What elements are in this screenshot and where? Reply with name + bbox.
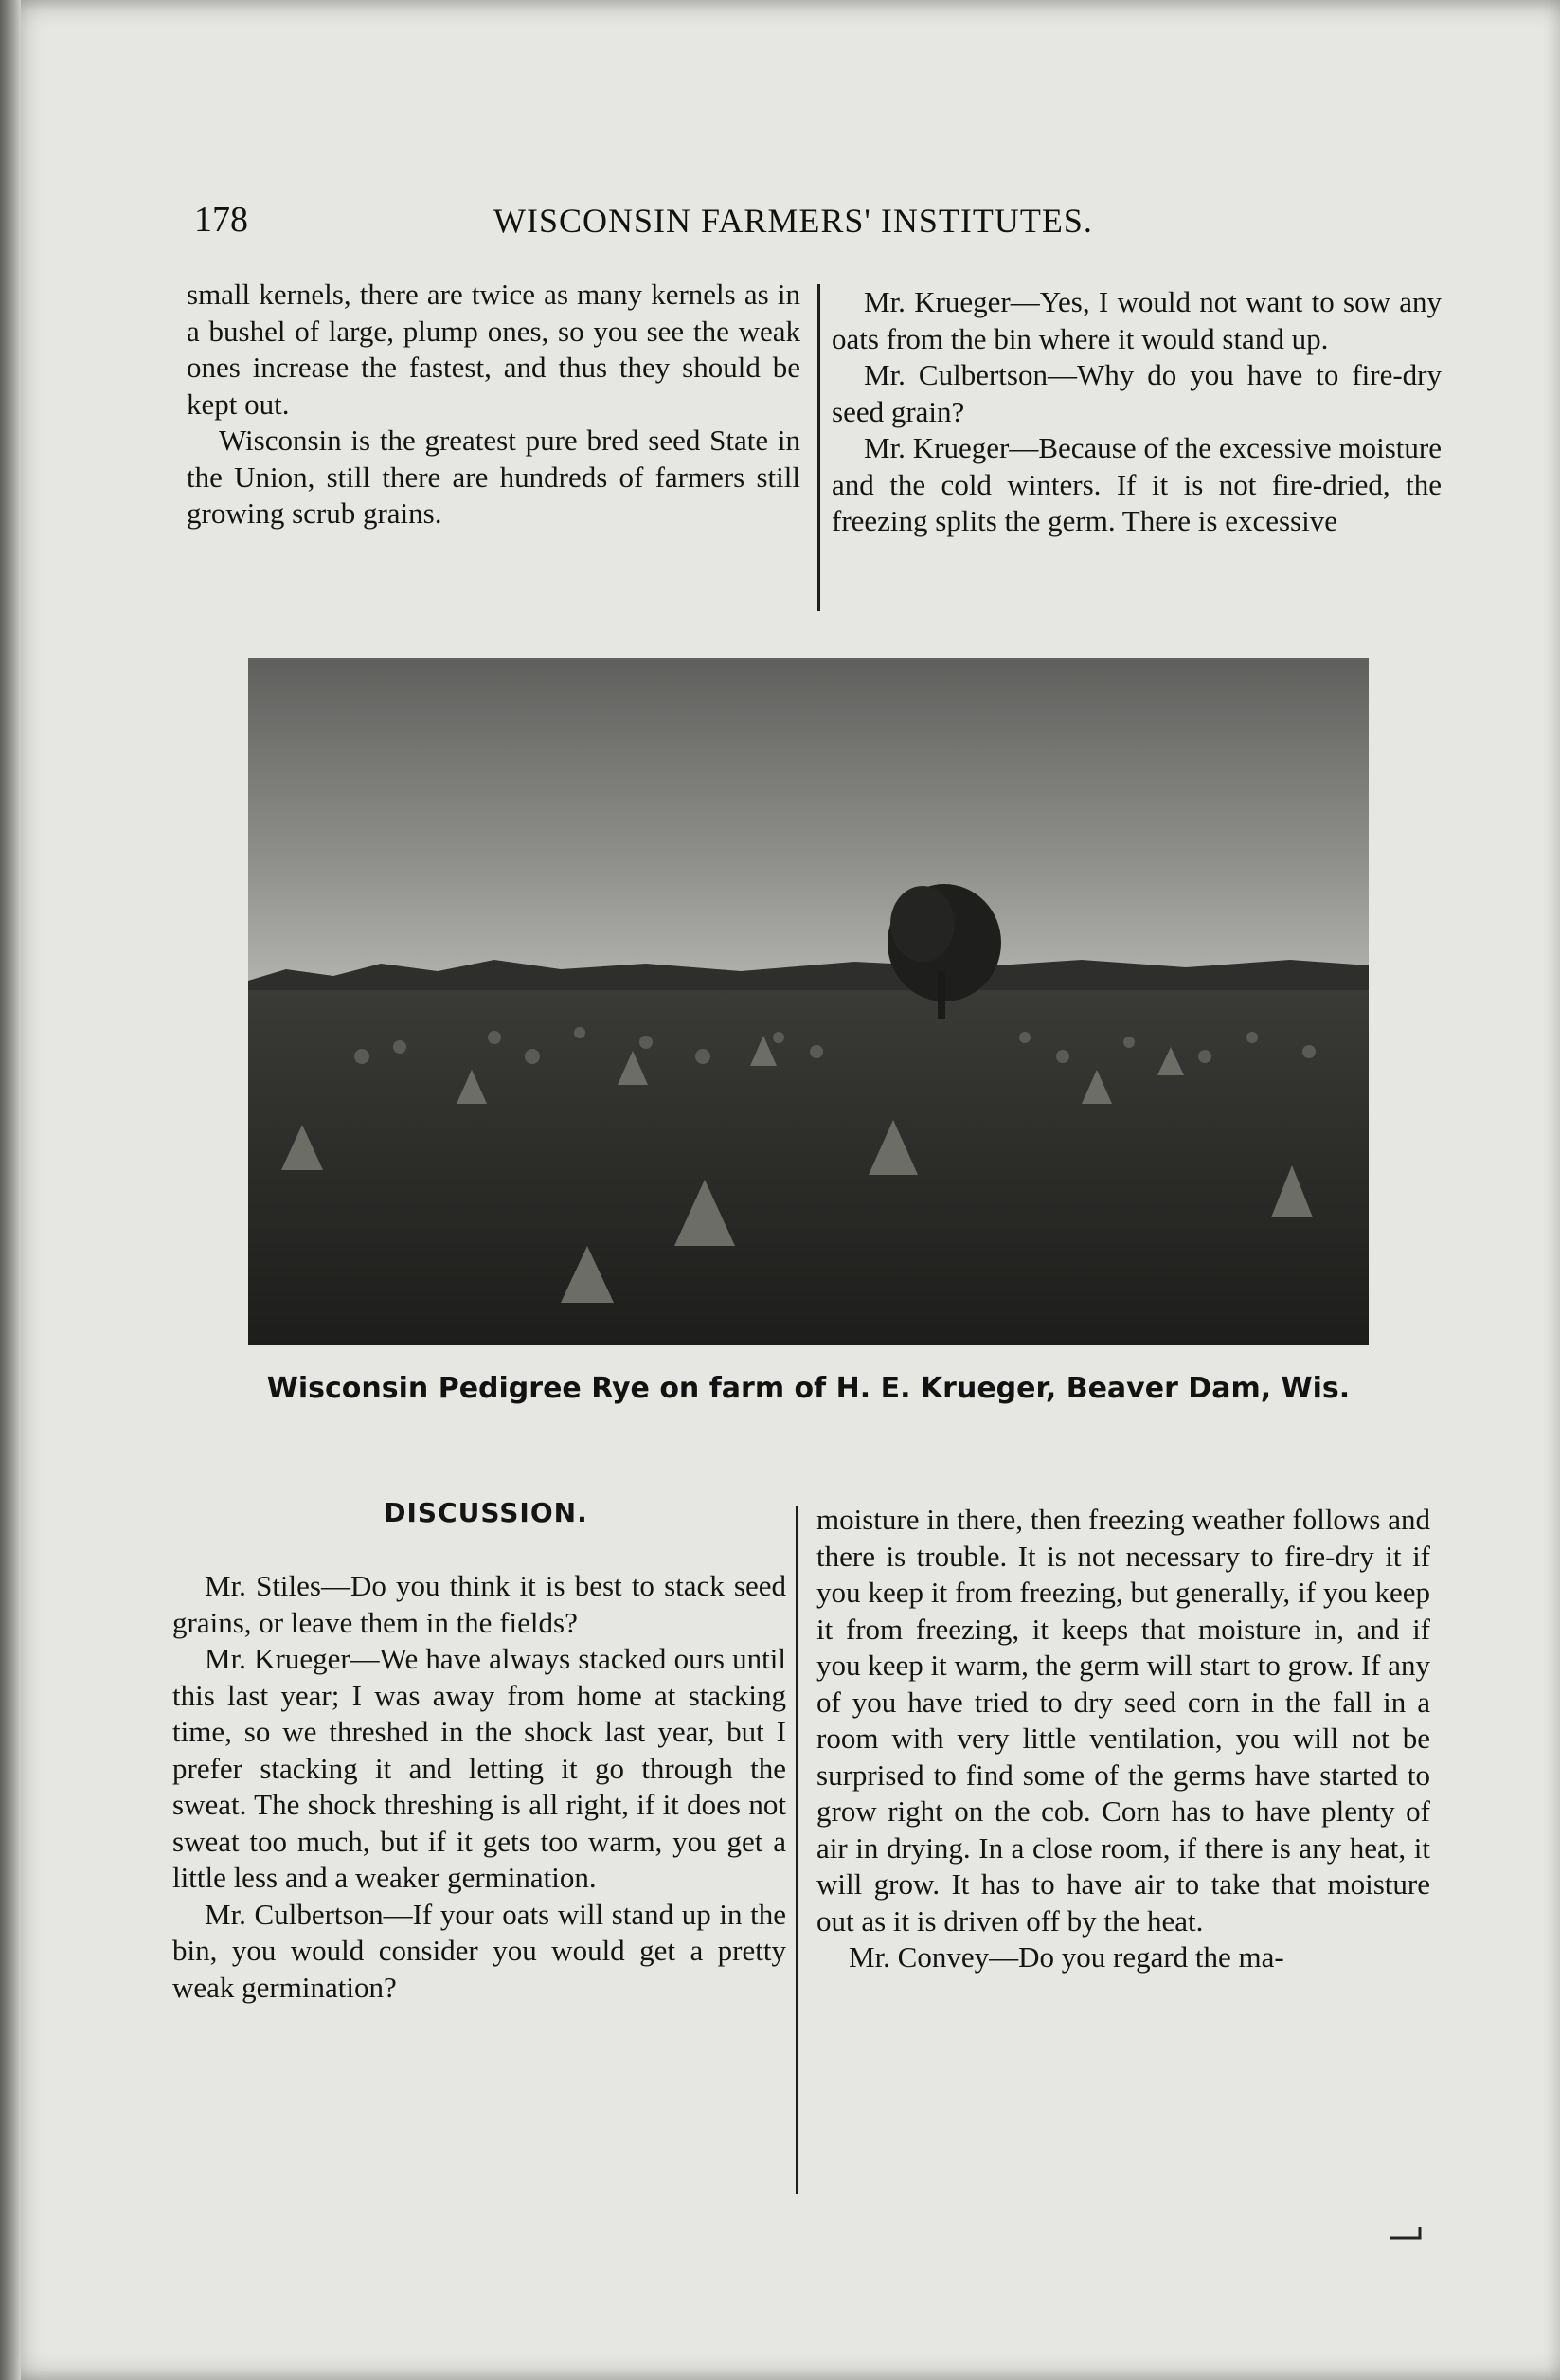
paragraph: Mr. Culbertson—If your oats will stand up in the bin, you would consider you would get a pretty weak germination? <box>172 1897 786 2004</box>
column-divider <box>796 1506 798 2194</box>
page-number: 178 <box>194 200 248 240</box>
photo-caption: Wisconsin Pedigree Rye on farm of H. E. Krueger, Beaver Dam, Wis. <box>266 1372 1351 1405</box>
paragraph: Mr. Krueger—Yes, I would not want to sow any oats from the bin where it would stand up. <box>832 285 1442 355</box>
paragraph: Mr. Convey—Do you regard the ma- <box>849 1940 1284 1974</box>
bottom-right-column <box>816 1502 1430 1976</box>
paragraph: Mr. Culbertson—Why do you have to fire-dry seed grain? <box>832 358 1442 428</box>
bottom-left-column <box>172 1568 786 2006</box>
top-left-column <box>187 277 800 532</box>
section-heading: DISCUSSION. <box>384 1497 588 1528</box>
column-divider <box>817 284 820 611</box>
page-header <box>194 199 1446 256</box>
paragraph: Wisconsin is the greatest pure bred seed State in the Union, still there are hundreds of farmers still growing scrub grains. <box>187 424 800 530</box>
field-photograph <box>248 658 1369 1345</box>
top-right-column <box>832 284 1442 540</box>
running-title: WISCONSIN FARMERS' INSTITUTES. <box>493 202 1093 240</box>
paragraph: Mr. Krueger—Because of the excessive moisture and the cold winters. If it is not fire-dried, the freezing splits the germ. There is excessive <box>832 431 1442 537</box>
book-binding-edge <box>0 0 21 2380</box>
page-corner-mark <box>1388 2225 1426 2244</box>
rye-field-image <box>248 658 1369 1345</box>
paragraph: small kernels, there are twice as many kernels as in a bushel of large, plump ones, so you see the weak ones increase the fastest, and thus they should be kept out. <box>187 278 800 421</box>
paragraph: moisture in there, then freezing weather follows and there is trouble. It is not necessary to fire-dry it if you keep it from freezing, but generally, if you keep it from freezing, it keeps that moisture in, and if you keep it warm, the germ will start to grow. If any of you have tried to dry seed corn in the fall in a room with very little ventilation, you will not be surprised to find some of the germs have started to grow right on the cob. Corn has to have plenty of air in drying. In a close room, if there is any heat, it will grow. It has to have air to take that moisture out as it is driven off by the heat. <box>816 1503 1430 1938</box>
paragraph: Mr. Stiles—Do you think it is best to stack seed grains, or leave them in the fields? <box>172 1569 786 1639</box>
paragraph: Mr. Krueger—We have always stacked ours until this last year; I was away from home at stacking time, so we threshed in the shock last year, but I prefer stacking it and letting it go through the sweat. The shock threshing is all right, if it does not sweat too much, but if it gets too warm, you get a little less and a weaker germination. <box>172 1642 786 1894</box>
